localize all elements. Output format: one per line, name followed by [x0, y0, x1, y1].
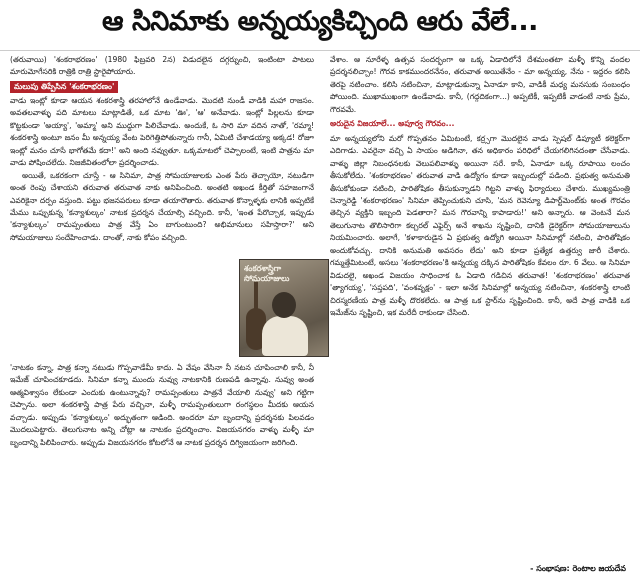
dateline-paragraph [10, 54, 314, 79]
right-column [330, 54, 630, 320]
dateline-text: 'శంకరాభరణం' (1980 ఫిబ్రవరి 2న) విడుదలైన దగ్గర్నుంచి, ఇంటింటా పాటలు మారుమోగేసరికి రాత్రికి రాత్రి స్టారైపోయారు. [10, 55, 314, 77]
left-paragraph-3: 'నాటకం కన్నా, పాత్ర కన్నా నటుడు గొప్పవాడేమీ కాదు. ఏ వేషం వేసినా నీ నటన చూపించాలి కానీ, నీ ఇమేజ్ చూపించకూడదు. సినిమా కన్నా ముందు నువ్వు నాటకానికి రుణపడి ఉన్నావు. నువ్వు అంత ఆత్మవిశ్వాసం లేకుండా ఎందుకు ఉంటున్నావు? రామప్పంతులు పాత్రనే వేయాలి నువ్వు' అని గట్టిగా చెప్పాను. అలా శంకరశాస్త్రి పాత్ర పేరు వచ్చినా, మళ్ళీ రామప్పంతులుగా రంగస్థలం మీదకు ఆయన వచ్చాడు. అప్పుడు 'కన్యాశుల్కం' అద్భుతంగా ఆడింది. అందరూ మా బృందాన్ని ప్రదర్శనకు పిలవడం మొదలుపెట్టారు. తెలుగునాట అన్ని చోట్లా ఆ నాటకం ప్రదర్శించాం. విజయనగరం వాళ్ళు మళ్ళీ మా బృందాన్ని పిలిపించారు. అప్పుడు విజయనగరం కోటలోనే ఆ నాటక ప్రదర్శన దిగ్విజయంగా జరిగింది. [10, 363, 314, 447]
left-paragraph-1: వాడు ఇంట్లో కూడా ఆయన శంకరశాస్త్రి తరహాలోనే ఉండేవాడు. మొదటి నుండీ వాడికి మహా రాజసం. అవతలవాళ్ళు పది మాటలు మాట్లాడితే, ఒక మాట 'ఊ', 'ఆ' అనేవాడు. ఇంట్లో పిల్లలను కూడా కొట్టకుండా 'అయ్యా', 'అమ్మా' అని ముద్దుగా పిలిచేవాడు. అందుకే, ఓ సారి మా వదిన నాతో, 'రమ్మా! శంకరశాస్త్రి అంటూ జనం మీ అన్నయ్య వేంట పెరిగెత్తిపోతున్నారు గానీ, ఏమిటి చేశాడయ్యా అక్కడ! రోజూ ఇంట్లో మనం చూసే భాగోతమే కదా!' అని అంది నవ్వుతూ. ఒక్కమాటలో చెప్పాలంటే, ఇంటి పాత్రను మా వాడు పోషించలేదు. నిజజీవితంలోలా ప్రదర్శించాడు. [10, 95, 314, 168]
byline: - సంభాషణ: రెంటాల జయదేవ [530, 564, 626, 573]
figure-head-shape [272, 292, 296, 318]
left-column [10, 54, 314, 244]
headline: ఆ సినిమాకు అన్నయ్యకిచ్చింది ఆరు వేలే... [0, 0, 640, 51]
right-paragraph-1: వేశాం. ఆ నూరేళ్ళ ఉత్సవ సందర్భంగా ఆ ఒక్క ఏడాదిలోనే దేశమంతటా మళ్ళీ కొన్ని వందల ప్రదర్శనలిచ్చాం! గౌరవ కాకముందరనేనం, తరువాత అయితేనేం - మా అన్నయ్య, నేను - ఇద్దరం కలిసి తెరపై నటించాం. కలిసి నటించినా, మాట్లాడుకున్నా ఏనాడూ కాని, వాడికీ మధ్య మనసుకు సంబంధం పోయింది. ముఖాముఖంగా ఉండేవాడు. కానీ, (గద్గదికంగా...) అప్పటికీ, ఇప్పటికీ వాడంటే నాకు ప్రేమ, గౌరవమే. [330, 55, 630, 114]
photo-caption: శంకరశాస్త్రిగా సోమయాజులు [244, 264, 290, 283]
subhead-right: అరుదైన విజయాలే... అపూర్వ గౌరవం... [330, 119, 455, 129]
portrait-photo [239, 259, 329, 357]
figure-body-shape [262, 316, 308, 356]
left-paragraph-2: అయితే, ఒకరకంగా చూస్తే - ఆ సినిమా, పాత్ర సోమయాజులకు ఎంత పేరు తెచ్చాయో, నటుడిగా అంత రెంపు చేశాయని తరువాత తరువాత నాకు అనిపించింది. అంతటి అఖండ కీర్తితో సహజంగానే ఎవరికైనా దర్పం వస్తుంది. పట్టు భజనపరులు కూడా తయారౌతారు. తరువాత కొన్నాళ్ళకు లానికి అప్పటికే మేము ఒప్పుకున్న 'కన్యాశుల్కం' నాటక ప్రదర్శన చేయాల్సి వచ్చింది. కానీ, 'ఇంత పేరొచ్చాక, ఇప్పుడు 'కన్యాశుల్కం' రామప్పంతులు పాత్ర వేస్తే ఏం బాగుంటుంది? అభిమానులు సహిస్తారా?' అని సోమయాజులు సందేహించాడు. దాంతో, నాకు కోపం వచ్చింది. [10, 170, 314, 242]
left-column-bottom [10, 362, 314, 449]
right-paragraph-2: మా అన్నయ్యలోని మరో గొప్పతనం ఏమిటంటే, కర్ర్సగా మొదలైన వాడు స్పెషల్ డిప్యూటీ కలెక్టర్‌గా ఎదిగాడు. ఎవరైనా వచ్చి ఏ సాయం అడిగినా, తన అధికారం పరిధిలో చేయగలిగినదంతా చేసేవాడు. వాళ్ళు జిల్లా నిబంధనలకు వెలుపలివాళ్ళు అయినా సరే. కానీ, ఏనాడూ ఒక్క రూపాయి లంచం తీసుకోలేదు. 'శంకరాభరణం' తరువాత వాడి ఉద్యోగం కూడా ఇబ్బందుల్లో పడింది. ప్రభుత్వ అనుమతి తీసుకోకుండా నటించి, పారితోషికం తీసుకున్నాడని గిట్టని వాళ్ళు ఫిర్యాదులు చేశారు. ముఖ్యమంత్రి చెన్నారెడ్డి 'శంకరాభరణం' సినిమా తెప్పించుకుని చూసి, 'మన రెవెన్యూ డిపార్ట్‌మెంట్‌కు అంత గౌరవం తెచ్చిన వ్యక్తిని ఇబ్బంది పెడతారా? మన గౌరవాన్ని కాపాడారు!' అని అన్నారు. ఆ వెంటనే మన తెలుగునాట తొలిసారిగా కల్చరల్ ఎఫైర్స్ అనే శాఖను సృష్టించి, దానికి డైరెక్టర్‌గా సోమయాజులును నియమించారు. అలాగే, 'కళాకారుడైన ఏ ప్రభుత్వ ఉద్యోగి అయినా సినిమాల్లో నటించి, పారితోషికం అందుకోవచ్చు. దానికి అనుమతి అవసరం లేదు' అని కూడా ప్రత్యేక ఉత్తర్వు జారీ చేశారు. గమ్మత్తేమిటంటే, అసలు 'శంకరాభరణం'కి అన్నయ్య దక్కిన పారితోషికం కేవలం రూ. 6 వేలు. ఆ సినిమా విడుదలై, అఖండ విజయం సాధించాక ఓ ఏడాది గడిచిన తరువాత! 'శంకరాభరణం' తరువాత 'త్యాగయ్య', 'సప్తపది', 'వంశవృక్షం' - ఇలా అనేక సినిమాల్లో అన్నయ్య నటించినా, శంకరశాస్త్రి లాంటి చిరస్మరణీయ పాత్ర మళ్ళీ దొరకలేదు. ఆ పాత్ర ఒక స్టార్‌ను సృష్టించింది. కానీ, అదే పాత్ర వాడికి ఒక ఇమేజ్‌ను సృష్టించి, ఇక మరేదీ రాకుండా చేసింది. [330, 133, 630, 318]
subhead-left: మలుపు తిప్పేసిన 'శంకరాభరణం' [10, 81, 118, 93]
dateline-place: (తరువాయి) [10, 55, 47, 64]
